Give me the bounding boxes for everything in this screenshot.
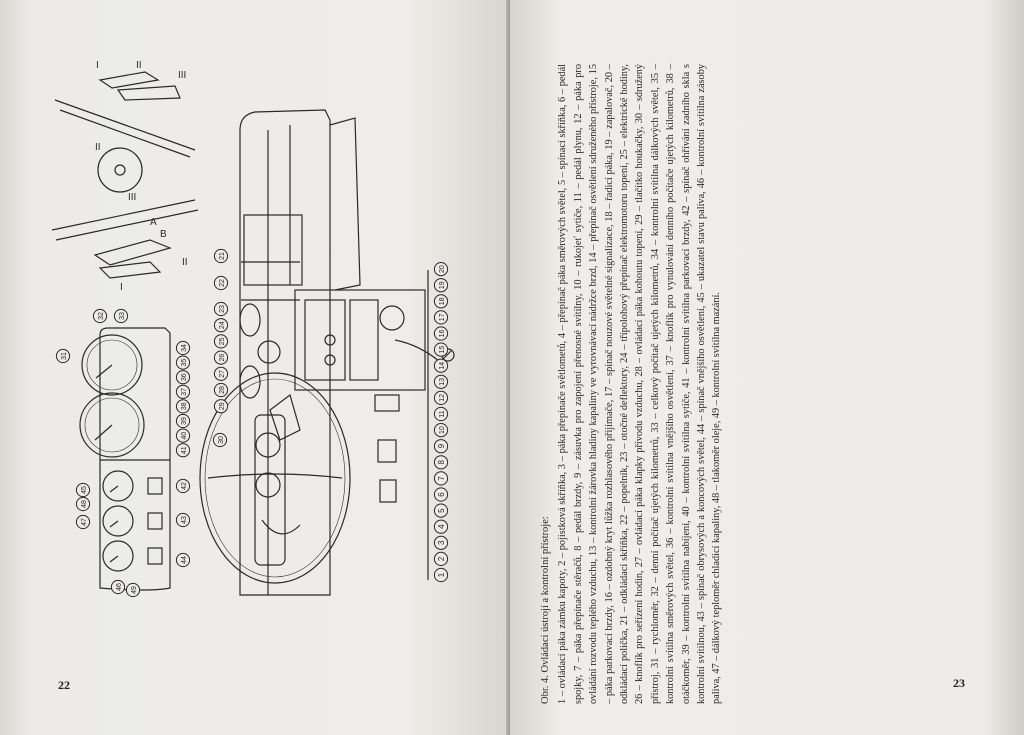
callout-label-33: 33 bbox=[119, 312, 126, 320]
callout-30 bbox=[213, 433, 226, 446]
callout-label-23: 23 bbox=[219, 305, 226, 313]
roman-label-mid-III: III bbox=[128, 192, 137, 203]
callout-label-10: 10 bbox=[439, 426, 446, 434]
callout-47 bbox=[76, 515, 89, 528]
callout-40 bbox=[176, 429, 189, 442]
callout-label-21: 21 bbox=[219, 252, 226, 260]
pedal-gas-11 bbox=[375, 395, 399, 411]
caption-title: Obr. 4. Ovládací ústrojí a kontrolní přístroje: bbox=[540, 516, 551, 704]
callout-46 bbox=[111, 580, 124, 593]
callout-label-31: 31 bbox=[61, 352, 68, 360]
callout-label-17: 17 bbox=[439, 313, 446, 322]
callout-39 bbox=[176, 414, 189, 427]
callout-29 bbox=[214, 400, 227, 413]
callout-15 bbox=[434, 343, 447, 356]
callout-label-32: 32 bbox=[98, 312, 105, 320]
callout-label-26: 26 bbox=[219, 353, 226, 362]
dashboard-drawing bbox=[200, 110, 454, 595]
page-number-right: 23 bbox=[953, 676, 965, 690]
callout-27 bbox=[214, 367, 227, 380]
callout-24 bbox=[214, 319, 227, 332]
callout-label-47: 47 bbox=[81, 518, 88, 526]
callout-label-11: 11 bbox=[439, 410, 446, 418]
callout-20 bbox=[434, 263, 447, 276]
callout-31 bbox=[56, 349, 69, 362]
callout-label-25: 25 bbox=[219, 337, 226, 346]
callout-label-5: 5 bbox=[436, 508, 446, 513]
callout-1 bbox=[434, 568, 447, 581]
callout-label-34: 34 bbox=[181, 344, 188, 352]
callout-9 bbox=[434, 440, 447, 453]
callout-label-24: 24 bbox=[219, 321, 226, 330]
pedal-brake-8 bbox=[378, 440, 396, 462]
callout-48 bbox=[76, 497, 89, 510]
callout-34 bbox=[176, 341, 189, 354]
callout-36 bbox=[176, 371, 189, 384]
callout-26 bbox=[214, 351, 227, 364]
callout-7 bbox=[434, 472, 447, 485]
callout-label-9: 9 bbox=[437, 443, 446, 449]
callout-label-48: 48 bbox=[81, 500, 88, 508]
callout-49 bbox=[126, 583, 139, 596]
callout-4 bbox=[434, 520, 447, 533]
callout-37 bbox=[176, 385, 189, 398]
callout-label-44: 44 bbox=[181, 556, 188, 564]
callout-25 bbox=[214, 335, 227, 348]
roman-label-low-II: II bbox=[182, 257, 188, 268]
callout-12 bbox=[434, 391, 447, 404]
callout-label-36: 36 bbox=[181, 373, 188, 382]
callout-label-12: 12 bbox=[439, 394, 446, 402]
callout-42 bbox=[176, 479, 189, 492]
callout-3 bbox=[434, 536, 447, 549]
callout-label-13: 13 bbox=[439, 377, 446, 386]
callout-13 bbox=[434, 375, 447, 388]
callout-label-14: 14 bbox=[439, 361, 446, 370]
pedal-clutch-6 bbox=[380, 480, 396, 502]
callout-label-37: 37 bbox=[181, 387, 188, 396]
callout-label-19: 19 bbox=[439, 281, 446, 290]
callout-38 bbox=[176, 400, 189, 413]
roman-label-mid-II: II bbox=[95, 142, 101, 153]
callout-19 bbox=[434, 279, 447, 292]
callout-label-35: 35 bbox=[181, 358, 188, 367]
ignition-switch-diagram bbox=[98, 148, 142, 192]
callout-44 bbox=[176, 553, 189, 566]
callout-label-18: 18 bbox=[439, 297, 446, 306]
callout-label-38: 38 bbox=[181, 402, 188, 411]
callout-label-16: 16 bbox=[439, 329, 446, 338]
lever-diagrams bbox=[52, 72, 198, 278]
callout-21 bbox=[214, 249, 227, 262]
callout-11 bbox=[434, 407, 447, 420]
left-page bbox=[0, 0, 510, 735]
caption-text: 1 – ovládací páka zámku kapoty, 2 – pojistková skříňka, 3 – páka přepínače světlometů, 4 – přepínač páka směrových světel, 5 – spínací skříňka, 6 – pedál spojky, 7 – páka přepínače stěračů, 8 – pedál brzdy, 9 – zásuvka pro zapojení přenosné svítilny, 10 – rukojeť sytiče, 11 – pedál plynu, 12 – páka pro ovládání rozvodu teplého vzduchu, 13 – kontrolní žárovka hladiny kapaliny ve vyrovnávací nádržce brzd, 14 – přepínač osvětlení sdruženého přístroje, 15 – páka parkovací brzdy, 16 – ozdobný kryt lůžka rozhlasového přijímače, 17 – spínač nouzové světelné signalizace, 18 – řadicí páka, 19 – zapalovač, 20 – odkládací polička, 21 – odkládací skříňka, 22 – popelník, 23 – otočné deflektory, 24 – třípolohový přepínač elektromotoru topení, 25 – elektrické hodiny, 26 – knoflík pro seřízení hodin, 27 – ovládací páka klapky přívodu vzduchu, 28 – ovládací páka kohoutu topení, 29 – tlačítko houkačky, 30 – sdružený přístroj, 31 – rychloměr, 32 – denní počítač ujetých kilometrů, 33 – celkový počítač ujetých kilometrů, 34 – kontrolní svítilna dálkových světel, 35 – kontrolní svítilna směrových světel, 36 – kontrolní svítilna vnějšího osvětlení, 37 – knoflík pro vynulování denního počítače ujetých kilometrů, 38 – otáčkoměr, 39 – kontrolní svítilna nabíjení, 40 – kontrolní svítilna sytiče, 41 – kontrolní svítilna parkovací brzdy, 42 – spínač ohřívání zadního skla s kontrolní svítilnou, 43 – spínač obrysových a koncových světel, 44 – spínač vnějšího osvětlení, 45 – ukazatel stavu paliva, 46 – kontrolní svítilna zásoby paliva, 47 – dálkový teploměr chladicí kapaliny, 48 – tlakoměr oleje, 49 – kontrolní svítilna mazání. bbox=[557, 64, 723, 704]
callout-label-29: 29 bbox=[219, 402, 226, 411]
callout-label-8: 8 bbox=[437, 460, 446, 465]
air-vent-23 bbox=[240, 304, 260, 336]
roman-label-low-I: I bbox=[120, 282, 123, 293]
callout-41 bbox=[176, 444, 189, 457]
callout-label-15: 15 bbox=[439, 345, 446, 354]
callout-label-2: 2 bbox=[437, 556, 446, 562]
dashboard-illustration bbox=[0, 0, 510, 735]
callout-label-39: 39 bbox=[181, 417, 188, 425]
roman-label-low-B: B bbox=[160, 229, 167, 240]
callout-10 bbox=[434, 424, 447, 437]
callout-5 bbox=[434, 504, 447, 517]
roman-label-top-II: II bbox=[136, 60, 142, 71]
figure-caption bbox=[538, 64, 770, 704]
switch-44 bbox=[148, 548, 162, 564]
callout-label-43: 43 bbox=[181, 516, 188, 524]
callout-label-1: 1 bbox=[437, 572, 446, 578]
callout-43 bbox=[176, 513, 189, 526]
callout-label-7: 7 bbox=[437, 476, 446, 481]
callout-label-4: 4 bbox=[437, 524, 446, 529]
callout-label-45: 45 bbox=[81, 486, 88, 494]
callout-18 bbox=[434, 295, 447, 308]
glovebox-21 bbox=[244, 215, 302, 285]
callout-label-28: 28 bbox=[219, 386, 226, 394]
callout-8 bbox=[434, 456, 447, 469]
callout-6 bbox=[434, 488, 447, 501]
callout-17 bbox=[434, 311, 447, 324]
callout-label-3: 3 bbox=[437, 540, 446, 546]
callout-numbers bbox=[56, 249, 447, 596]
callout-label-42: 42 bbox=[181, 482, 188, 490]
instrument-cluster bbox=[80, 328, 170, 590]
callout-45 bbox=[76, 483, 89, 496]
callout-16 bbox=[434, 327, 447, 340]
switch-42 bbox=[148, 478, 162, 494]
callout-32 bbox=[93, 309, 106, 322]
callout-23 bbox=[214, 302, 227, 315]
roman-label-low-A: A bbox=[150, 217, 157, 228]
callout-28 bbox=[214, 383, 227, 396]
switch-43 bbox=[148, 513, 162, 529]
callout-label-27: 27 bbox=[219, 369, 226, 378]
callout-label-46: 46 bbox=[116, 583, 123, 591]
callout-label-20: 20 bbox=[439, 265, 446, 273]
roman-label-top-III: III bbox=[178, 70, 187, 81]
callout-label-41: 41 bbox=[181, 446, 188, 455]
callout-label-6: 6 bbox=[437, 492, 446, 497]
callout-22 bbox=[214, 276, 227, 289]
callout-2 bbox=[434, 552, 447, 565]
center-console bbox=[295, 290, 425, 390]
callout-label-30: 30 bbox=[218, 436, 225, 444]
callout-35 bbox=[176, 356, 189, 369]
roman-label-top-I: I bbox=[96, 60, 99, 71]
callout-14 bbox=[434, 359, 447, 372]
clock-25 bbox=[258, 341, 280, 363]
page-number-left: 22 bbox=[58, 678, 70, 692]
callout-label-22: 22 bbox=[219, 279, 226, 287]
callout-label-49: 49 bbox=[131, 586, 138, 594]
callout-label-40: 40 bbox=[181, 431, 188, 440]
callout-33 bbox=[114, 309, 127, 322]
